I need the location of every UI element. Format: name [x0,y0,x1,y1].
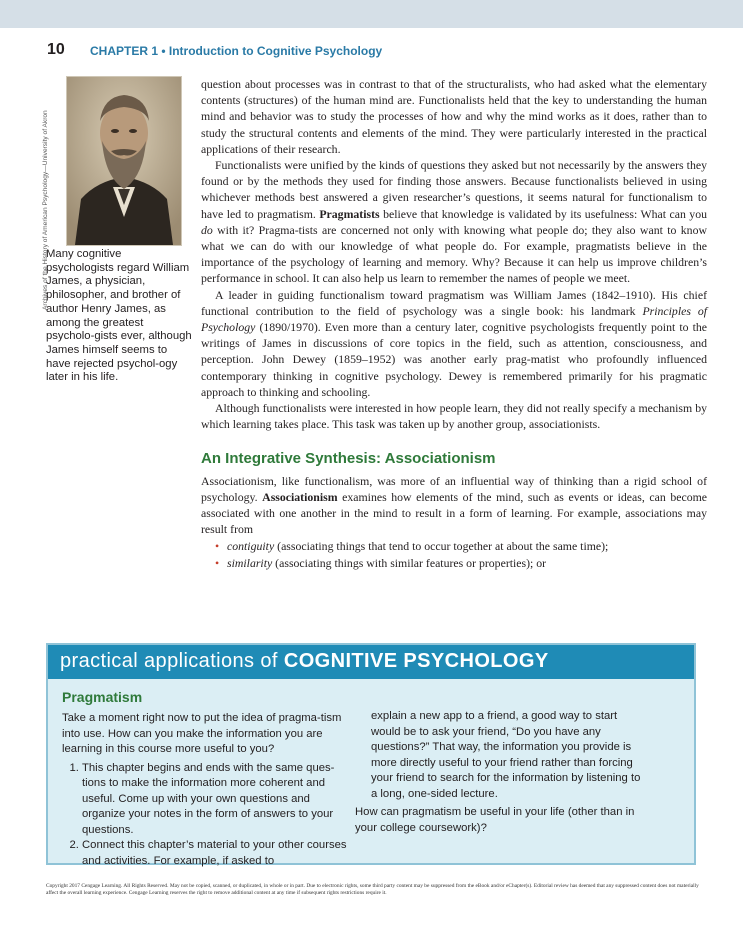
chapter-separator: • [158,44,169,58]
box-header-light: practical applications of [60,650,284,672]
box-right-column [355,709,647,836]
list-item: 2. Connect this chapter’s material to your other courses and activities. For example, if asked to [82,838,347,869]
numbered-list [62,761,347,870]
figure-caption: Many cognitive psychologists regard William James, a physician, philosopher, and brother of author Henry James, as among the greatest psycholo-gists ever, although James himself seems to have rejected psychol-ogy later in his life. [46,248,192,384]
box-header-bold: COGNITIVE PSYCHOLOGY [283,650,549,672]
paragraph: Functionalists were unified by the kinds of questions they asked but not necessarily by the answers they found or by the methods they used for finding those answers. Because functionalists believed in using whichever methods best answered a given researcher’s questions, it seems natural for functionalism to have led to pragmatism. Pragmatists believe that knowledge is validated by its usefulness: What can you do with it? Pragma-tists are concerned not only with knowing what people do; they also want to know what we can do with our knowledge of what people do. For example, pragmatists believe in the importance of the psychology of learning and memory. Why? Because it can help us improve children’s performance in school. It can also help us learn to remember the names of people we meet. [201,158,707,286]
list-item: 1. This chapter begins and ends with the same ques-tions to make the information more coherent and useful. Come up with your own questions and organize your notes in the form of answers to your questions. [82,761,347,839]
box-left-column [62,711,347,869]
paragraph: A leader in guiding functionalism toward pragmatism was William James (1842–1910). His chief functional contribution to the field of psychology was a single book: his landmark Principles of Psychology (1890/1970). Even more than a century later, cognitive psychologists frequently point to the writings of James in discussions of core topics in the field, such as attention, consciousness, and perception. John Dewey (1859–1952) was another early prag-matist who profoundly influenced contemporary thinking in cognitive psychology. Dewey is remembered primarily for his pragmatic approach to thinking and schooling. [201,287,707,399]
chapter-label: CHAPTER 1 [90,44,159,58]
box-closing-question: How can pragmatism be useful in your life (other than in your college coursework)? [355,806,635,834]
practical-applications-box [46,643,696,865]
paragraph: Associationism, like functionalism, was more of an influential way of thinking than a rigid school of psychology. Associationism examines how elements of the mind, such as events or ideas, can become associated with one another in the mind to result in a form of learning. For example, associations may result from [201,473,708,537]
bullet-list [201,538,707,570]
book-title: Principles of Psychology [201,303,707,335]
box-header [48,645,694,679]
william-james-portrait [67,77,181,245]
portrait-photo [66,76,182,246]
page-number: 10 [47,41,65,58]
paragraph: question about processes was in contrast to that of the structuralists, who had asked what the elementary contents (structures) of the human mind are. Functionalists held that the key to understanding the human mind and behavior was to study the processes of how and why the mind works as it does, rather than to study the structural contents and elements of the mind. They were particularly interested in the practical applications of their research. [201,77,707,156]
key-term: Pragmatists [319,206,380,221]
list-item-continuation: explain a new app to a friend, a good way to start would be to ask your friend, “Do you have any questions?” That way, the information you provide is more directly useful to your friend rather than forcing your friend to search for the information by listening to a long, one-sided lecture. [371,710,641,800]
box-intro: Take a moment right now to put the idea of pragma-tism into use. How can you make the information you are learning in this course more useful to you? [62,712,342,755]
paragraph: Although functionalists were interested in how people learn, they did not really specify a mechanism by which learning takes place. This task was taken up by another group, associationists. [201,401,707,432]
key-term: Associationism [262,489,338,504]
list-item: • contiguity (associating things that tend to occur together at about the same time); [215,538,707,554]
photo-credit: Archives of the History of American Psychology—University of Akron [42,110,49,310]
copyright-footer: Copyright 2017 Cengage Learning. All Rights Reserved. May not be copied, scanned, or duplicated, in whole or in part. Due to electronic rights, some third party content may be suppressed from the eBook and/or eChapter(s). Editorial review has deemed that any suppressed content does not materially affect the overall learning experience. Cengage Learning reserves the right to remove additional content at any time if subsequent rights restrictions require it. [46,883,699,896]
chapter-title [90,44,382,58]
box-title: Pragmatism [62,689,143,705]
section-heading: An Integrative Synthesis: Associationism [201,450,496,468]
top-color-band [0,0,743,28]
list-item: • similarity (associating things with similar features or properties); or [215,555,707,571]
body-text [201,76,707,571]
chapter-name: Introduction to Cognitive Psychology [168,44,383,58]
